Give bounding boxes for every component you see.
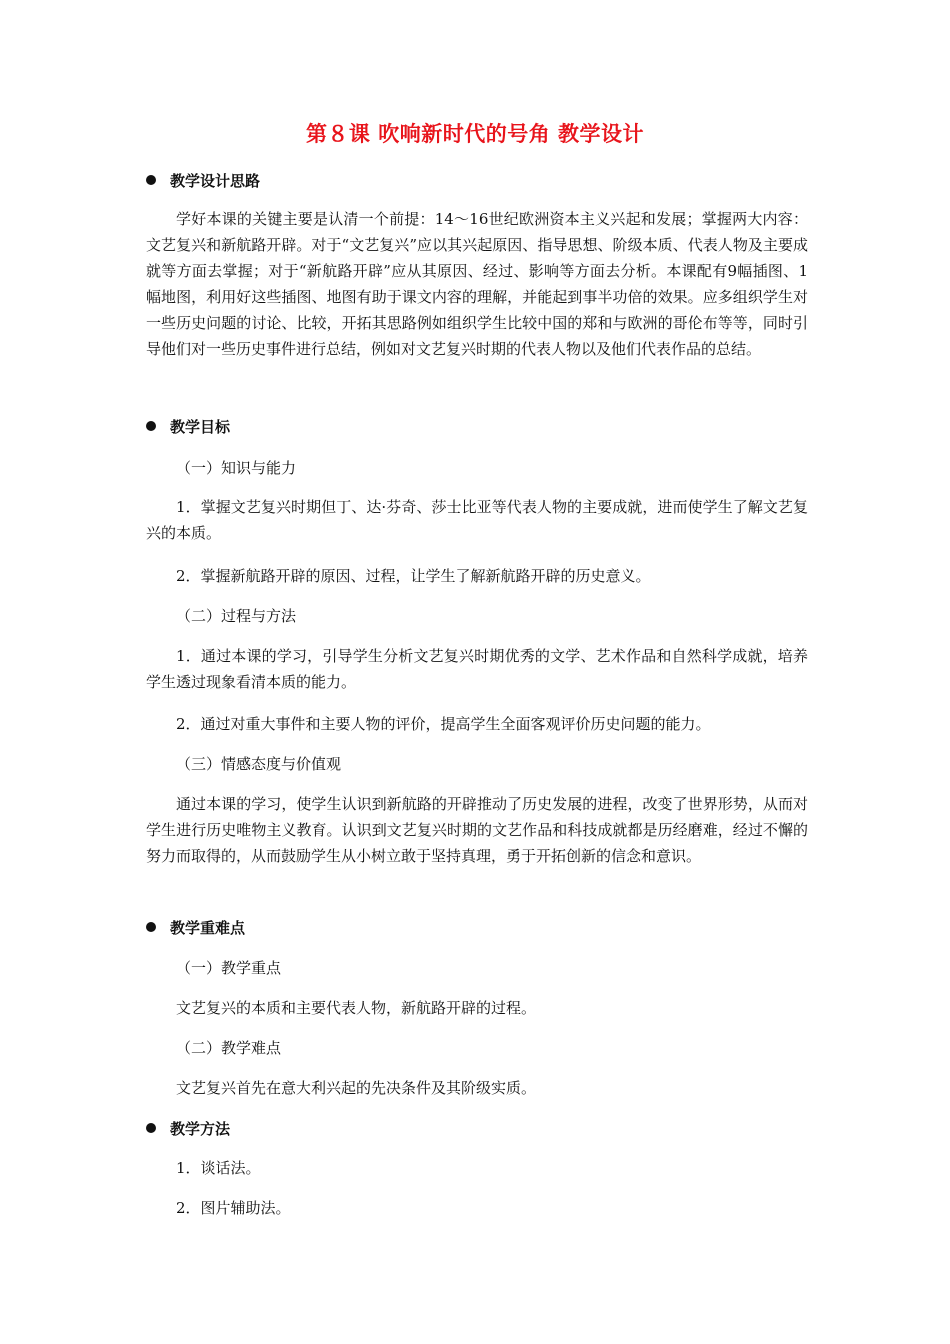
bullet-icon	[146, 421, 156, 431]
key-points-difficulty-text: 文艺复兴首先在意大利兴起的先决条件及其阶级实质。	[176, 1079, 537, 1097]
key-points-subheading-focus: （一）教学重点	[176, 959, 282, 977]
document-title: 第８课 吹响新时代的号角 教学设计	[305, 122, 645, 146]
goals-item-3-1: 通过本课的学习，使学生认识到新航路的开辟推动了历史发展的进程，改变了世界形势，从而对学生进行历史唯物主义教育。认识到文艺复兴时期的文艺作品和科技成就都是历经磨难，经过不懈的努力而取得的，从而鼓励学生从小树立敢于坚持真理，勇于开拓创新的信念和意识。	[146, 795, 808, 865]
section-heading-methods: 教学方法	[146, 1118, 230, 1139]
goals-item-2-1: 1．通过本课的学习，引导学生分析文艺复兴时期优秀的文学、艺术作品和自然科学成就，培养学生透过现象看清本质的能力。	[146, 647, 808, 691]
section-heading-design-idea: 教学设计思路	[146, 170, 260, 191]
bullet-icon	[146, 175, 156, 185]
goals-item-1-2: 2．掌握新航路开辟的原因、过程，让学生了解新航路开辟的历史意义。	[176, 567, 651, 585]
section-heading-goals: 教学目标	[146, 416, 230, 437]
key-points-subheading-difficulty: （二）教学难点	[176, 1039, 282, 1057]
goals-subheading-process: （二）过程与方法	[176, 607, 297, 625]
methods-item-2: 2．图片辅助法。	[176, 1199, 291, 1217]
bullet-icon	[146, 922, 156, 932]
goals-item-1-1: 1．掌握文艺复兴时期但丁、达·芬奇、莎士比亚等代表人物的主要成就，进而使学生了解文艺复兴的本质。	[146, 498, 808, 542]
goals-subheading-knowledge: （一）知识与能力	[176, 459, 297, 477]
section-heading-key-points: 教学重难点	[146, 917, 245, 938]
goals-item-2-2: 2．通过对重大事件和主要人物的评价，提高学生全面客观评价历史问题的能力。	[176, 715, 711, 733]
key-points-focus-text: 文艺复兴的本质和主要代表人物，新航路开辟的过程。	[176, 999, 537, 1017]
bullet-icon	[146, 1123, 156, 1133]
goals-subheading-values: （三）情感态度与价值观	[176, 755, 342, 773]
methods-item-1: 1．谈话法。	[176, 1159, 261, 1177]
design-idea-paragraph: 学好本课的关键主要是认清一个前提：14～16世纪欧洲资本主义兴起和发展；掌握两大内容：文艺复兴和新航路开辟。对于“文艺复兴”应以其兴起原因、指导思想、阶级本质、代表人物及主要成就等方面去掌握；对于“新航路开辟”应从其原因、经过、影响等方面去分析。本课配有9幅插图、1幅地图，利用好这些插图、地图有助于课文内容的理解，并能起到事半功倍的效果。应多组织学生对一些历史问题的讨论、比较，开拓其思路例如组织学生比较中国的郑和与欧洲的哥伦布等等，同时引导他们对一些历史事件进行总结，例如对文艺复兴时期的代表人物以及他们代表作品的总结。	[146, 210, 808, 358]
